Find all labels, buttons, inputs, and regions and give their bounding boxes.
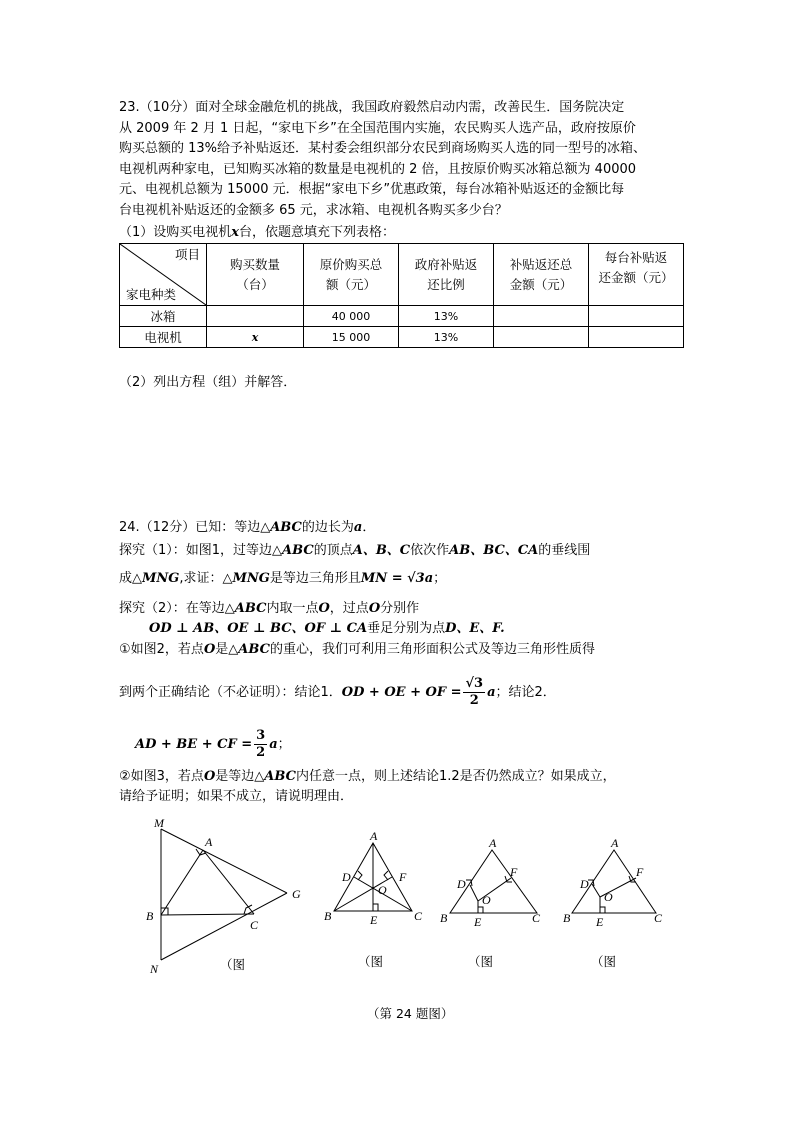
header-1-line-2: （台） [236,276,274,292]
q23-line-6: 台电视机补贴返还的金额多 65 元，求冰箱、电视机各购买多少台？ [119,202,508,218]
fig1-label-a: A [205,835,213,849]
fig3-label-d: D [457,877,466,891]
text: 的重心，我们可利用三角形面积公式及等边三角形性质得 [269,642,595,657]
math: ABC [238,642,270,657]
fig3-od [470,885,478,901]
fig1-side-ab [161,850,203,915]
fig4-label-e: E [596,915,604,929]
math: D、E、F. [445,621,505,636]
fig1-label-n: N [150,962,159,976]
table-cell: 13% [399,306,494,327]
fig2-label-e: E [370,913,378,927]
q23-line-2: 从 2009 年 2 月 1 日起，“家电下乡”在全国范围内实施，农民购买人选产品，政府按原价 [119,120,636,136]
fraction-numerator: 3 [256,728,266,743]
header-5-line-1: 每台补贴返 [604,249,668,265]
text: ． [362,520,376,535]
fraction-denominator: 2 [469,693,479,708]
text: 垂足分别为点 [367,621,446,636]
math: A、B、C [352,543,411,558]
q23-sub1-prefix: （1）设购买电视机 [119,225,232,240]
fig1-label-c: C [250,918,259,932]
text: ； [433,571,447,586]
fig4-label-d: D [580,877,589,891]
fig4-label-a: A [611,836,619,850]
fig3-label-o: O [482,893,491,907]
header-2-line-1: 原价购买总 [319,256,383,272]
q23-sub1-suffix: 台，依题意填充下列表格： [239,225,396,240]
header-3-line-2: 还比例 [427,276,465,292]
fig3-label-f: F [510,865,518,879]
table-cell: 40 000 [304,306,399,327]
math: O [368,601,381,616]
fig1-side-bc [161,914,254,915]
text: ①如图2，若点 [119,642,204,657]
fig2-caption: （图 [358,954,384,969]
math: ABC [282,543,314,558]
q23-line-5: 元、电视机总额为 15000 元．根据“家电下乡”优惠政策，每台冰箱补贴返还的金额比每 [119,182,625,197]
fig2-label-b: B [324,909,332,923]
fig1-label-b: B [146,909,154,923]
text: 内取一点 [266,601,319,616]
fig2-label-a: A [370,829,378,843]
header-3-line-1: 政府补贴返 [414,256,478,272]
q23-line-3: 购买总额的 13%给予补贴返还．某村委会组织部分农民到商场购买人选的同一型号的冰箱、 [119,141,647,156]
fig2-label-o: O [378,883,387,897]
math: △ABC [254,769,296,784]
math: a [353,520,363,535]
text: 是等边 [215,769,255,784]
header-4-line-2: 金额（元） [509,276,573,292]
fig2-label-c: C [414,909,423,923]
q23-sub1-var: x [231,225,240,240]
fig1-side-ac [203,850,254,914]
fig1-label-g: G [292,887,301,901]
header-4-line-1: 补贴返还总 [509,256,573,272]
text: 分别作 [380,601,420,616]
header-1-line-1: 购买数量 [229,256,280,272]
fig3-label-b: B [440,911,448,925]
table-cell: 13% [399,327,494,348]
text: 探究（1）：如图1，过等边△ [119,543,283,558]
text: 内任意一点，则上述结论1.2是否仍然成立？如果成立， [295,769,616,784]
text: 是△ [215,642,239,657]
fig2-label-f: F [399,870,407,884]
fig4-od [592,884,600,897]
text: 的顶点 [313,543,353,558]
fig1-label-m: M [154,816,164,830]
text: ； [277,737,291,752]
fig4-caption: （图 [591,954,617,969]
text: 探究（2）：在等边△ [119,601,235,616]
corner-bottom-label: 家电种类 [126,287,177,302]
text: 的边长为 [301,520,354,535]
fig4-label-c: C [654,911,663,925]
math: O [318,601,330,616]
fig2-label-d: D [342,870,351,884]
math: MNG [142,571,180,586]
text: 到两个正确结论（不必证明）：结论1． [119,685,342,700]
fig4-label-f: F [636,865,644,879]
fig2-right-angle-f [384,871,388,880]
table-cell: 15 000 [304,327,399,348]
math: a [487,685,496,700]
fig3-right-angle-e [478,907,483,913]
math: O [203,642,216,657]
fig4-right-angle-e [600,907,605,913]
figure-1 [161,829,287,960]
figure-caption: （第 24 题图） [367,1006,454,1021]
text: 的垂线围 [538,543,591,558]
math: O [203,769,216,784]
text: 成△ [119,571,142,586]
fig3-caption: （图 [468,954,494,969]
text: 是等边三角形且 [269,571,361,586]
fig1-side-mg [161,829,287,893]
text: ,求证：△ [179,571,233,586]
table-cell: x [207,327,304,348]
row-name: 电视机 [120,327,207,348]
fig4-label-o: O [604,890,613,904]
q24-line-10: 请给予证明；如果不成立，请说明理由． [119,789,354,804]
text: 24.（12分）已知：等边△ [119,520,271,535]
fig3-label-e: E [474,915,482,929]
fig1-caption: （图 [220,957,246,972]
math: OD + OE + OF = [341,685,462,700]
fig2-right-angle [373,904,378,911]
text: 依次作 [410,543,450,558]
fraction-numerator: √3 [465,676,484,691]
math: MNG [232,571,270,586]
fig3-label-a: A [489,836,497,850]
math: AB、BC、CA [449,543,539,558]
q23-line-4: 电视机两种家电，已知购买冰箱的数量是电视机的 2 倍，且按原价购买冰箱总额为 40000 [119,161,637,177]
math: ABC [270,520,302,535]
corner-top-label: 项目 [174,247,200,262]
fig3-label-c: C [532,911,541,925]
math: OD ⊥ AB、OE ⊥ BC、OF ⊥ CA [149,621,368,636]
math: MN = √3a [360,571,434,586]
text: ；结论2． [495,685,556,700]
text: ②如图3，若点 [119,769,204,784]
fig4-label-b: B [563,911,571,925]
math: ABC [234,601,267,616]
math: a [269,737,278,752]
fig1-side-ng [161,893,287,960]
header-5-line-2: 还金额（元） [598,269,674,285]
text: ，过点 [329,601,369,616]
fig2-right-angle-d [358,871,362,880]
q23-sub2: （2）列出方程（组）并解答． [119,375,297,390]
header-2-line-2: 额（元） [325,276,376,292]
math: AD + BE + CF = [135,737,253,752]
q23-line-1: 23.（10分）面对全球金融危机的挑战，我国政府毅然启动内需，改善民生．国务院决定 [119,100,625,115]
fraction-denominator: 2 [256,745,266,760]
row-name: 冰箱 [120,306,207,327]
